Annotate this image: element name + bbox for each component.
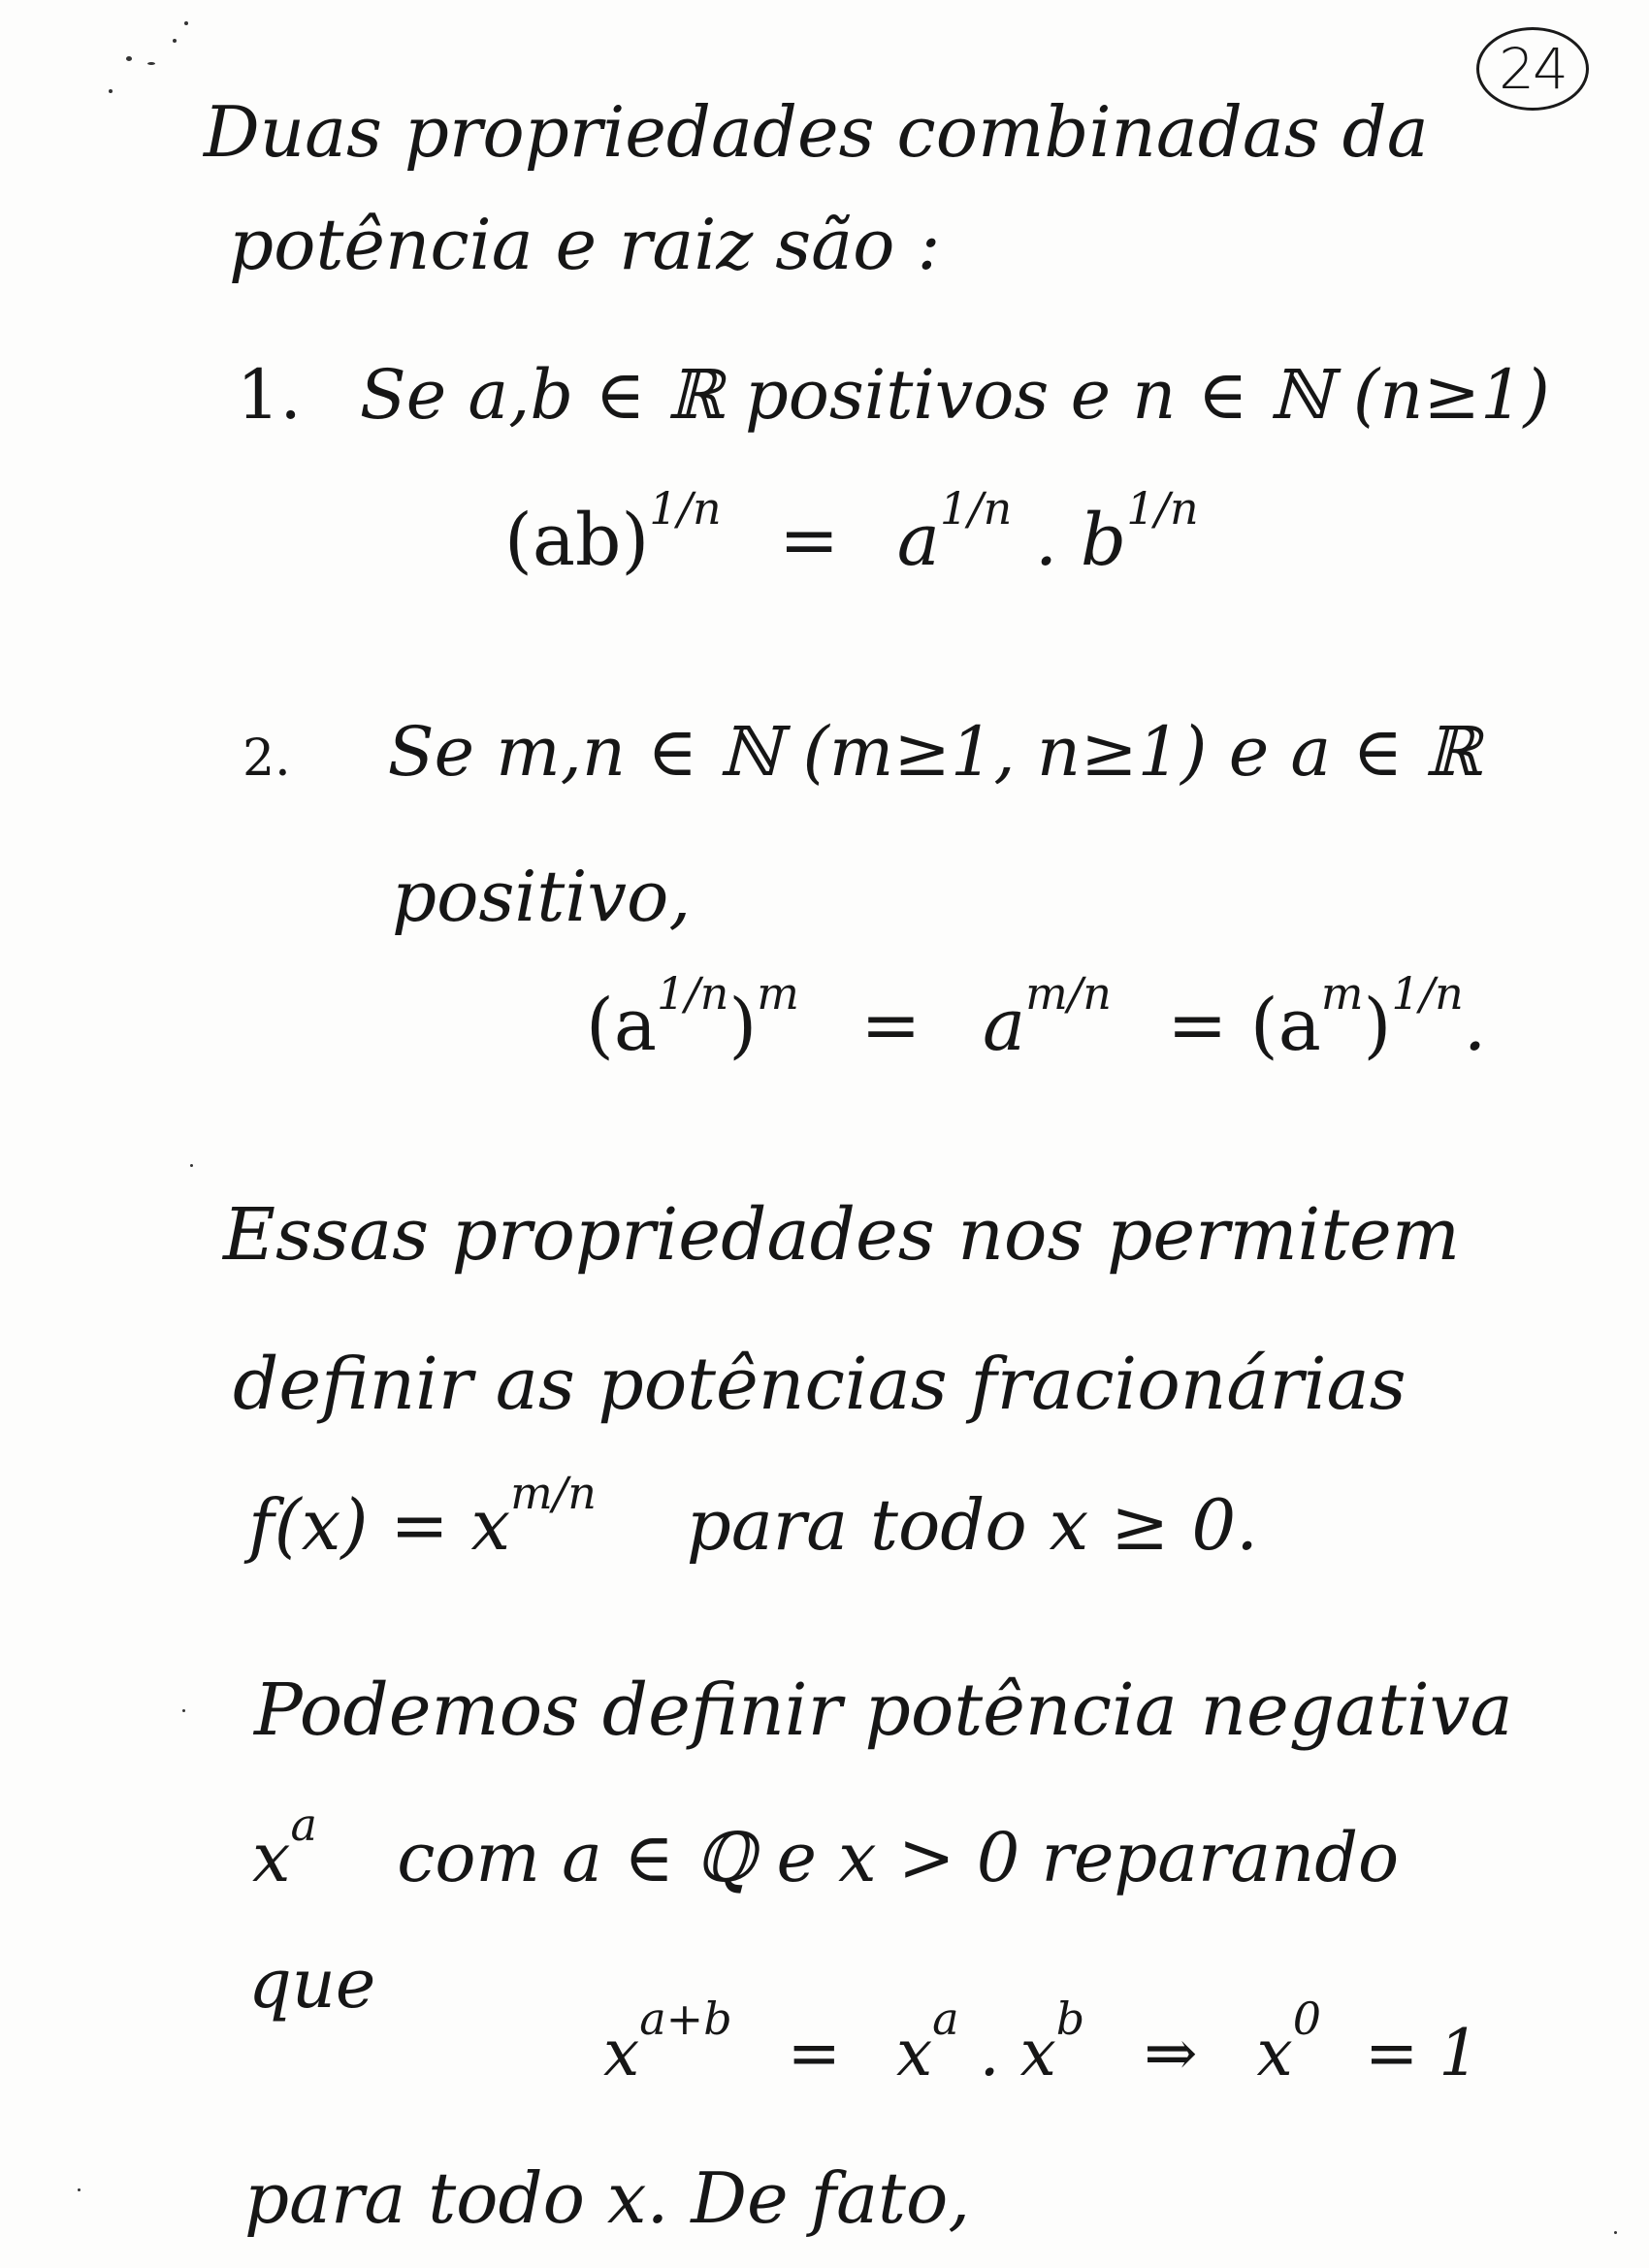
property-2-statement — [242, 712, 1481, 792]
scan-speck — [126, 56, 132, 61]
eq-equals: = — [787, 2016, 841, 2090]
formula-lhs-exponent: 1/n — [649, 482, 722, 535]
f2-end: . — [1463, 984, 1487, 1067]
f2-right-outer-exponent: 1/n — [1391, 967, 1464, 1020]
scan-speck — [184, 21, 188, 25]
intro-line-1: Duas propriedades combinadas da — [204, 91, 1429, 173]
formula-rhs-b-exponent: 1/n — [1126, 482, 1199, 535]
property-2-text: Se m,n ∈ ℕ (m≥1, n≥1) e a ∈ ℝ — [387, 712, 1481, 792]
f2-middle-exponent: m/n — [1025, 967, 1112, 1020]
scan-speck — [147, 62, 155, 65]
property-2-positivo: positivo, — [392, 856, 692, 937]
eq-implies: ⇒ — [1144, 2016, 1198, 2090]
paragraph-3-line-2 — [252, 1798, 1400, 1897]
eq-x4: x — [1256, 2016, 1293, 2090]
property-1-statement — [237, 355, 1550, 435]
formula-rhs-b: b — [1080, 499, 1127, 582]
paragraph-2-line-2: definir as potências fracionárias — [233, 1343, 1406, 1426]
f2-close: ) — [728, 984, 758, 1067]
formula-equals: = — [779, 499, 840, 582]
eq-result: = 1 — [1365, 2016, 1480, 2090]
eq-x1: x — [603, 2016, 640, 2090]
scan-speck — [182, 1709, 185, 1712]
f2-right-close: ) — [1363, 984, 1392, 1067]
f2-equals-1: = — [860, 984, 922, 1067]
f2-equals-2: = (a — [1167, 984, 1321, 1067]
scan-speck — [109, 89, 113, 93]
formula-rhs-a-exponent: 1/n — [939, 482, 1013, 535]
formula-dot: . — [1034, 499, 1058, 582]
paragraph-3-equation — [603, 1993, 1480, 2090]
formula-lhs: (ab) — [504, 499, 650, 582]
f3-exponent: m/n — [510, 1467, 597, 1519]
f2-middle: a — [982, 984, 1026, 1067]
paragraph-3-line-1: Podemos definir potência negativa — [254, 1669, 1513, 1752]
eq-x1-exponent: a+b — [639, 1993, 732, 2045]
f2-open: (a — [586, 984, 657, 1067]
paragraph-3-line-3: que — [248, 1944, 376, 2024]
property-1-formula — [504, 482, 1199, 582]
p3-line-2-rest: com a ∈ ℚ e x > 0 reparando — [397, 1818, 1400, 1897]
paragraph-2-line-1: Essas propriedades nos permitem — [223, 1193, 1461, 1277]
scan-speck — [173, 39, 177, 43]
eq-x3-exponent: b — [1055, 1993, 1085, 2045]
f2-inner-exponent: 1/n — [657, 967, 729, 1020]
scan-speck — [78, 2188, 81, 2191]
eq-x4-exponent: 0 — [1292, 1993, 1322, 2045]
p3-x-exponent: a — [290, 1798, 317, 1851]
f3-lhs: f(x) = x — [248, 1484, 511, 1566]
f2-outer-exponent: m — [757, 967, 799, 1020]
paragraph-3-line-4: para todo x. De fato, — [244, 2157, 971, 2239]
paragraph-2-formula — [248, 1467, 1259, 1566]
p3-x: x — [252, 1818, 291, 1897]
eq-x3: x — [1019, 2016, 1056, 2090]
property-1-number: 1. — [237, 355, 302, 435]
property-2-formula — [586, 967, 1487, 1067]
eq-x2-exponent: a — [932, 1993, 959, 2045]
f2-right-inner-exponent: m — [1320, 967, 1364, 1020]
scan-speck — [190, 1164, 193, 1167]
scan-speck — [1614, 2231, 1617, 2234]
page-number: 24 — [1476, 27, 1589, 111]
eq-dot: . — [979, 2016, 1000, 2090]
formula-rhs-a: a — [896, 499, 940, 582]
intro-line-2: potência e raiz são : — [229, 204, 941, 285]
property-1-text: Se a,b ∈ ℝ positivos e n ∈ ℕ (n≥1) — [359, 355, 1550, 435]
f3-rest: para todo x ≥ 0. — [686, 1484, 1259, 1566]
eq-x2: x — [895, 2016, 933, 2090]
property-2-number: 2. — [242, 729, 291, 788]
